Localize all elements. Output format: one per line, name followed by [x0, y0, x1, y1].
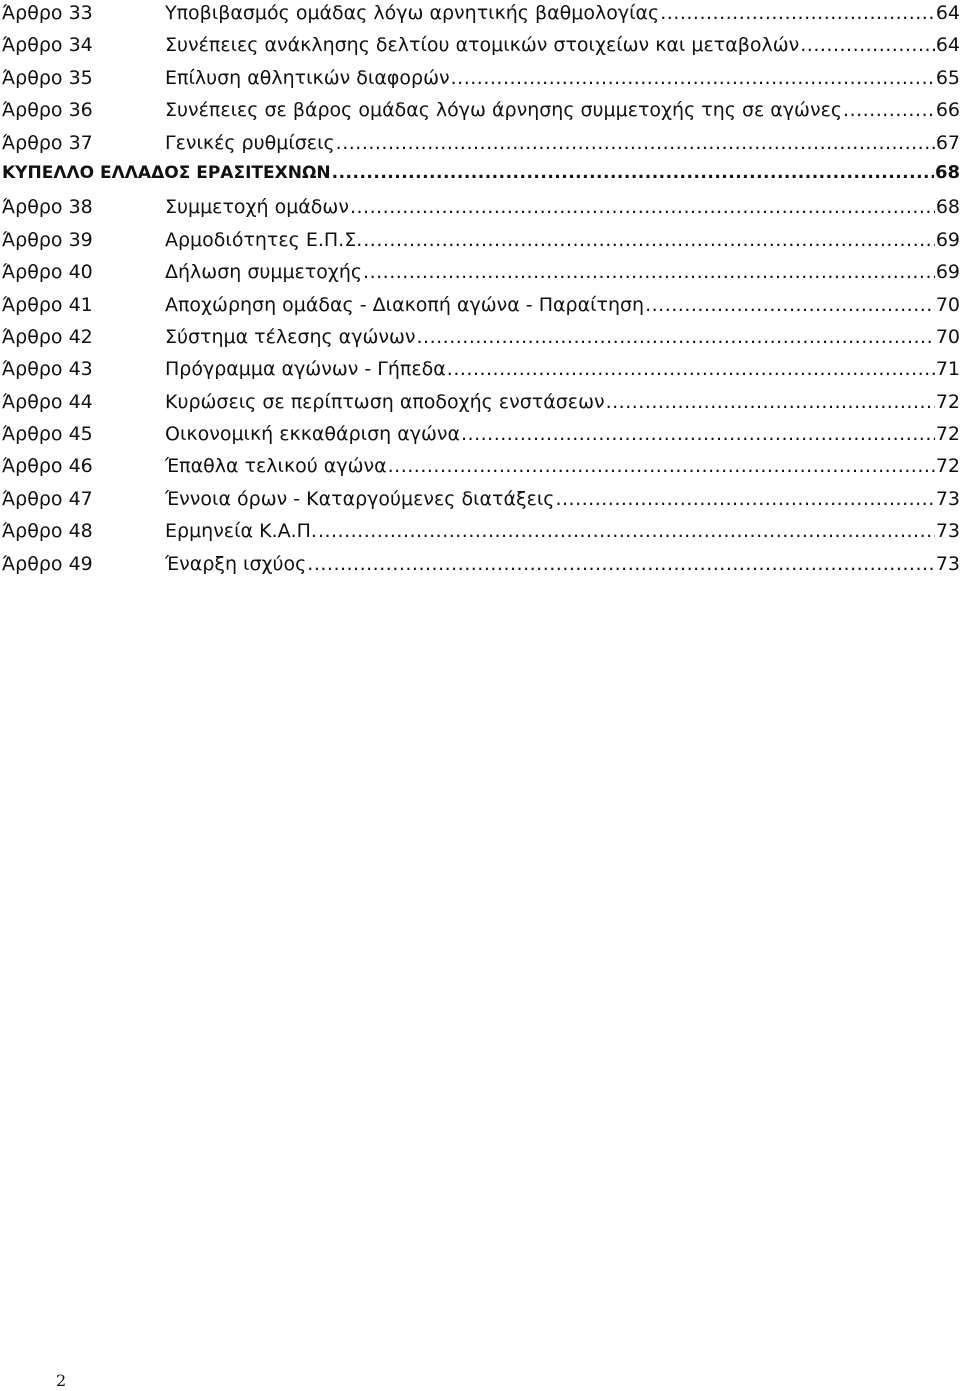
article-number: Άρθρο 48	[2, 520, 93, 543]
article-number: Άρθρο 44	[2, 390, 93, 413]
article-page-number: 72	[935, 423, 960, 446]
toc-entry	[2, 0, 960, 32]
article-page-number: 65	[935, 66, 960, 89]
toc-entry	[2, 32, 960, 64]
toc-entry	[2, 227, 960, 259]
article-title: Αρμοδιότητες Ε.Π.Σ.	[165, 228, 363, 251]
article-title: Δήλωση συμμετοχής	[165, 261, 363, 284]
article-number: Άρθρο 45	[2, 423, 93, 446]
toc-entry	[2, 518, 960, 550]
article-title: Σύστημα τέλεσης αγώνων	[165, 325, 416, 348]
dot-leader	[461, 421, 935, 448]
toc-entry	[2, 356, 960, 388]
article-title: Συμμετοχή ομάδων	[165, 196, 349, 219]
article-page-number: 71	[935, 358, 960, 381]
toc-entry	[2, 65, 960, 97]
article-page-number: 68	[935, 196, 960, 219]
article-page-number: 69	[935, 228, 960, 251]
article-page-number: 64	[935, 34, 960, 57]
article-title: Αποχώρηση ομάδας - Διακοπή αγώνα - Παραίτηση	[165, 293, 645, 316]
article-page-number: 73	[935, 520, 960, 543]
toc-section-heading	[2, 162, 960, 194]
dot-leader	[555, 486, 934, 513]
article-title: Συνέπειες ανάκλησης δελτίου ατομικών στοιχείων και μεταβολών	[165, 34, 800, 57]
article-title: Κυρώσεις σε περίπτωση αποδοχής ενστάσεων	[165, 390, 605, 413]
article-page-number: 66	[935, 99, 960, 122]
article-page-number: 72	[935, 455, 960, 478]
article-title: Ερμηνεία Κ.Α.Π.	[165, 520, 317, 543]
article-title: Έπαθλα τελικού αγώνα	[165, 455, 387, 478]
article-page-number: 73	[935, 487, 960, 510]
article-number: Άρθρο 33	[2, 2, 93, 24]
article-number: Άρθρο 38	[2, 196, 93, 219]
article-number: Άρθρο 34	[2, 34, 93, 57]
article-number: Άρθρο 43	[2, 358, 93, 381]
article-number: Άρθρο 37	[2, 131, 93, 154]
toc-entry	[2, 97, 960, 129]
toc-entry	[2, 551, 960, 583]
dot-leader	[332, 163, 934, 183]
toc-entries-top	[2, 0, 960, 162]
dot-leader	[363, 259, 935, 286]
article-page-number: 72	[935, 390, 960, 413]
article-page-number: 64	[935, 2, 960, 24]
article-page-number: 69	[935, 261, 960, 284]
dot-leader	[660, 0, 935, 27]
toc-entry	[2, 421, 960, 453]
article-title: Επίλυση αθλητικών διαφορών	[165, 66, 450, 89]
dot-leader	[606, 389, 935, 416]
dot-leader	[447, 356, 935, 383]
article-number: Άρθρο 36	[2, 99, 93, 122]
dot-leader	[645, 292, 935, 319]
toc-entry	[2, 259, 960, 291]
section-title: ΚΥΠΕΛΛΟ ΕΛΛΑΔΟΣ ΕΡΑΣΙΤΕΧΝΩΝ	[2, 162, 331, 183]
toc-entry	[2, 130, 960, 162]
dot-leader	[318, 518, 935, 545]
article-number: Άρθρο 46	[2, 455, 93, 478]
dot-leader	[800, 32, 935, 59]
article-number: Άρθρο 49	[2, 552, 93, 575]
article-page-number: 67	[935, 131, 960, 154]
dot-leader	[363, 227, 935, 254]
article-number: Άρθρο 35	[2, 66, 93, 89]
article-title: Έννοια όρων - Καταργούμενες διατάξεις	[165, 487, 555, 510]
toc-entry	[2, 194, 960, 226]
dot-leader	[417, 324, 935, 351]
article-title: Οικονομική εκκαθάριση αγώνα	[165, 423, 461, 446]
article-title: Συνέπειες σε βάρος ομάδας λόγω άρνησης συμμετοχής της σε αγώνες	[165, 99, 843, 122]
dot-leader	[451, 65, 935, 92]
dot-leader	[843, 97, 935, 124]
article-title: Έναρξη ισχύος	[165, 552, 307, 575]
toc-entries-bottom	[2, 194, 960, 583]
article-page-number: 73	[935, 552, 960, 575]
toc-entry	[2, 486, 960, 518]
article-title: Πρόγραμμα αγώνων - Γήπεδα	[165, 358, 446, 381]
footer-page-number: 2	[56, 1371, 67, 1390]
toc-entry	[2, 389, 960, 421]
section-page-number: 68	[934, 161, 960, 183]
dot-leader	[388, 453, 935, 480]
dot-leader	[307, 551, 935, 578]
article-title: Υποβιβασμός ομάδας λόγω αρνητικής βαθμολογίας	[165, 2, 660, 24]
article-number: Άρθρο 42	[2, 325, 93, 348]
article-page-number: 70	[935, 325, 960, 348]
toc-entry	[2, 453, 960, 485]
article-number: Άρθρο 40	[2, 261, 93, 284]
toc-entry	[2, 324, 960, 356]
toc-entry	[2, 292, 960, 324]
article-page-number: 70	[935, 293, 960, 316]
dot-leader	[350, 194, 935, 221]
table-of-contents	[2, 0, 960, 583]
article-number: Άρθρο 41	[2, 293, 93, 316]
article-title: Γενικές ρυθμίσεις	[165, 131, 335, 154]
dot-leader	[336, 130, 935, 157]
article-number: Άρθρο 47	[2, 487, 93, 510]
article-number: Άρθρο 39	[2, 228, 93, 251]
